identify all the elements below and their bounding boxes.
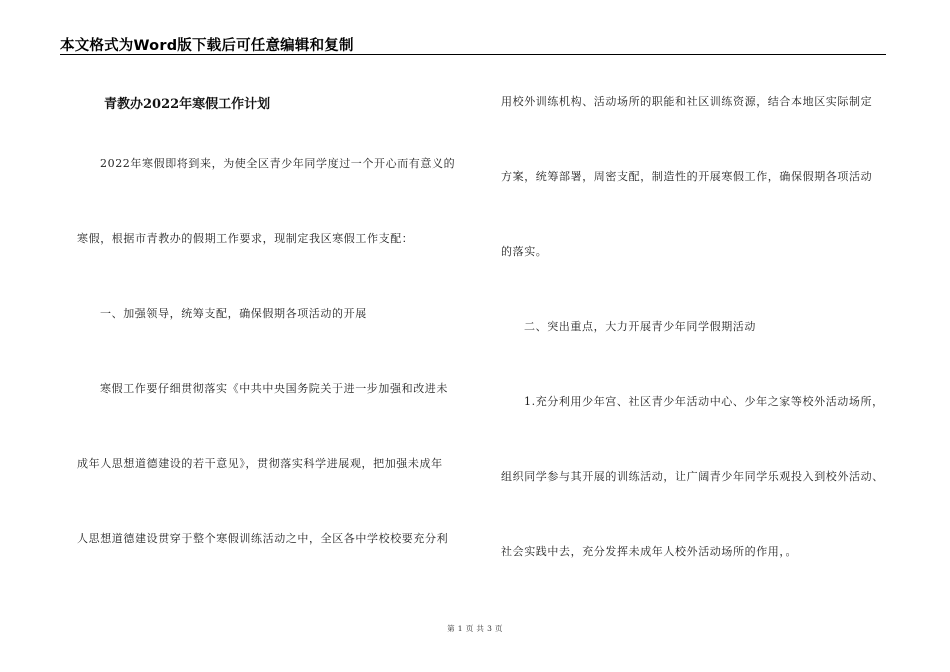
download-notice-banner: 本文格式为Word版下载后可任意编辑和复制 bbox=[60, 38, 354, 54]
section-heading-2: 二、突出重点，大力开展青少年同学假期活动 bbox=[524, 320, 756, 333]
section-heading-1: 一、加强领导，统筹支配，确保假期各项活动的开展 bbox=[100, 307, 367, 320]
body-line: 寒假工作要仔细贯彻落实《中共中央国务院关于进一步加强和改进未 bbox=[100, 382, 448, 395]
body-line: 的落实。 bbox=[501, 245, 548, 258]
document-title: 青教办2022年寒假工作计划 bbox=[104, 97, 271, 112]
body-line: 2022年寒假即将到来，为使全区青少年同学度过一个开心而有意义的 bbox=[100, 157, 456, 170]
body-line: 组织同学参与其开展的训练活动，让广阔青少年同学乐观投入到校外活动、 bbox=[501, 470, 884, 483]
body-line: 用校外训练机构、活动场所的职能和社区训练资源，结合本地区实际制定 bbox=[501, 95, 873, 108]
body-line: 人思想道德建设贯穿于整个寒假训练活动之中，全区各中学校校要充分利 bbox=[77, 532, 449, 545]
body-line: 寒假，根据市青教办的假期工作要求，现制定我区寒假工作支配： bbox=[77, 232, 414, 245]
page-number: 第 1 页 共 3 页 bbox=[447, 624, 503, 633]
body-line: 1.充分利用少年宫、社区青少年活动中心、少年之家等校外活动场所， bbox=[524, 395, 884, 408]
left-column bbox=[70, 0, 470, 672]
right-column bbox=[498, 0, 898, 672]
body-line: 方案，统筹部署，周密支配，制造性的开展寒假工作，确保假期各项活动 bbox=[501, 170, 873, 183]
body-line: 社会实践中去，充分发挥未成年人校外活动场所的作用，。 bbox=[501, 545, 798, 558]
body-line: 成年人思想道德建设的若干意见》，贯彻落实科学进展观，把加强未成年 bbox=[77, 457, 443, 470]
